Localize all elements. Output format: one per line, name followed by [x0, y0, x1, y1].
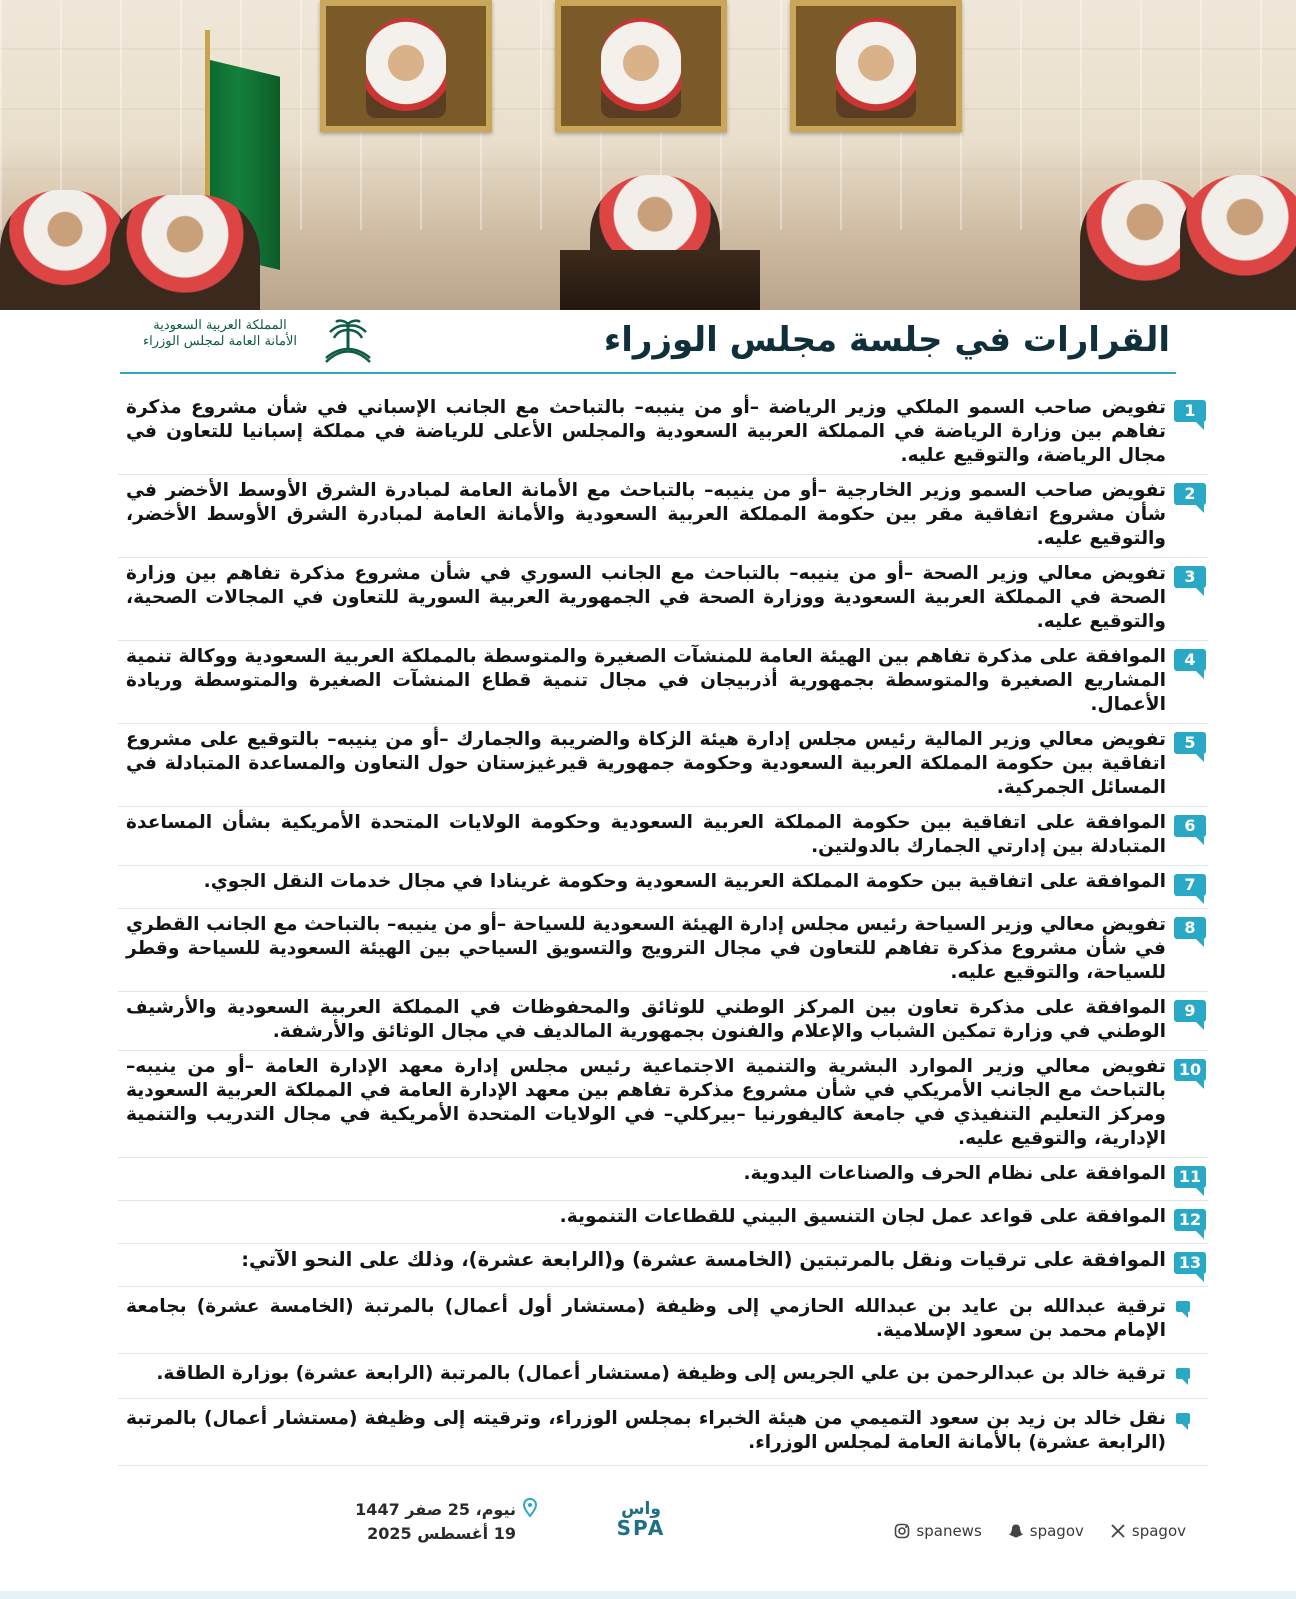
number-label: 12 — [1174, 1209, 1206, 1231]
portrait-right — [790, 0, 962, 132]
location-date — [136, 1498, 516, 1546]
title-bar — [120, 310, 1176, 374]
number-badge — [1166, 1166, 1208, 1194]
list-item — [118, 1244, 1208, 1287]
location-pin-icon — [522, 1498, 538, 1518]
bottom-strip — [0, 1591, 1296, 1599]
sub-item-text: ترقية عبدالله بن عايد بن عبدالله الحازمي إلى وظيفة (مستشار أول أعمال) بالمرتبة (الخامسة عشرة) بجامعة الإمام محمد بن سعود الإسلامية. — [126, 1296, 1166, 1341]
palm-swords-emblem-icon — [318, 318, 378, 368]
number-badge — [1166, 874, 1208, 902]
snapchat-handle: spagov — [1029, 1522, 1084, 1540]
list-item — [118, 1201, 1208, 1244]
spa-logo-arabic: واس — [621, 1499, 661, 1519]
number-label: 6 — [1174, 815, 1206, 837]
sub-item-text: ترقية خالد بن عبدالرحمن بن علي الجريس إلى وظيفة (مستشار أعمال) بالمرتبة (الرابعة عشرة) بوزارة الطاقة. — [156, 1363, 1166, 1384]
number-label: 8 — [1174, 917, 1206, 939]
list-item — [118, 724, 1208, 807]
decision-text: تفويض معالي وزير السياحة رئيس مجلس إدارة الهيئة السعودية للسياحة –أو من ينيبه– بالتباحث مع الجانب القطري في شأن مشروع مذكرة تفاهم للتعاون في مجال الترويج والتسويق السياحي بين الهيئة السعودية للسياحة وقطر للسياحة، والتوقيع عليه. — [126, 914, 1166, 983]
decisions-list — [118, 392, 1208, 1466]
number-badge — [1166, 815, 1208, 843]
number-label: 4 — [1174, 649, 1206, 671]
organization-name — [130, 318, 310, 366]
decision-text: الموافقة على مذكرة تفاهم بين الهيئة العامة للمنشآت الصغيرة والمتوسطة بالمملكة العربية السعودية ووكالة تنمية المشاريع الصغيرة والمتوسطة بجمهورية أذربيجان في مجال تنمية قطاع المنشآت الصغيرة والمتوسطة وريادة الأعمال. — [126, 646, 1166, 715]
decision-text: تفويض صاحب السمو وزير الخارجية –أو من ينيبه– بالتباحث مع الأمانة العامة لمبادرة الشرق الأوسط الأخضر في شأن مشروع اتفاقية مقر بين حكومة المملكة العربية السعودية والأمانة العامة لمبادرة الشرق الأوسط الأخضر، والتوقيع عليه. — [126, 480, 1166, 549]
social-instagram[interactable] — [894, 1522, 981, 1540]
date-gregorian: 19 أغسطس 2025 — [367, 1524, 516, 1543]
decision-text: تفويض معالي وزير المالية رئيس مجلس إدارة هيئة الزكاة والضريبة والجمارك –أو من ينيبه– بالتوقيع على مشروع اتفاقية بين حكومة المملكة العربية السعودية وحكومة جمهورية قيرغيزستان حول التعاون والمساعدة المتبادلة في المسائل الجمركية. — [126, 729, 1166, 798]
decision-text: تفويض معالي وزير الصحة –أو من ينيبه– بالتباحث مع الجانب السوري في شأن مشروع مذكرة تفاهم بين وزارة الصحة في المملكة العربية السعودية ووزارة الصحة في الجمهورية العربية السورية للتعاون في المجالات الصحية، والتوقيع عليه. — [126, 563, 1166, 632]
number-badge — [1166, 1252, 1208, 1280]
sub-list-item — [118, 1354, 1208, 1399]
spa-logo — [596, 1500, 686, 1540]
number-badge — [1166, 1059, 1208, 1087]
number-badge — [1166, 566, 1208, 594]
decision-text: تفويض صاحب السمو الملكي وزير الرياضة –أو من ينيبه– بالتباحث مع الجانب الإسباني في شأن مشروع مذكرة تفاهم بين وزارة الرياضة في المملكة العربية السعودية والمجلس الأعلى للرياضة في مملكة إسبانيا للتعاون في مجال الرياضة، والتوقيع عليه. — [126, 397, 1166, 466]
org-line-1: المملكة العربية السعودية — [153, 318, 287, 333]
decision-text: الموافقة على قواعد عمل لجان التنسيق البيني للقطاعات التنموية. — [559, 1206, 1166, 1227]
instagram-handle: spanews — [916, 1522, 982, 1540]
number-label: 2 — [1174, 483, 1206, 505]
number-badge — [1166, 732, 1208, 760]
number-badge — [1166, 400, 1208, 428]
list-item — [118, 1051, 1208, 1158]
spa-logo-latin: SPA — [616, 1516, 666, 1540]
page-title: القرارات في جلسة مجلس الوزراء — [603, 320, 1170, 360]
list-item — [118, 1158, 1208, 1201]
decision-text: الموافقة على مذكرة تعاون بين المركز الوطني للوثائق والمحفوظات في المملكة العربية السعودية والأرشيف الوطني في وزارة تمكين الشباب والإعلام والفنون بجمهورية المالديف في مجال الوثائق والأرشفة. — [126, 997, 1166, 1042]
number-label: 13 — [1174, 1252, 1206, 1274]
list-item — [118, 392, 1208, 475]
decision-text: الموافقة على اتفاقية بين حكومة المملكة العربية السعودية وحكومة الولايات المتحدة الأمريكية بشأن المساعدة المتبادلة بين إدارتي الجمارك بالدولتين. — [126, 812, 1166, 857]
sub-item-text: نقل خالد بن زيد بن سعود التميمي من هيئة الخبراء بمجلس الوزراء، وترقيته إلى وظيفة (مستشار أعمال) بالمرتبة (الرابعة عشرة) بالأمانة العامة لمجلس الوزراء. — [126, 1408, 1166, 1453]
bullet-icon — [1166, 1368, 1208, 1388]
number-label: 3 — [1174, 566, 1206, 588]
number-label: 11 — [1174, 1166, 1206, 1188]
list-item — [118, 807, 1208, 866]
number-badge — [1166, 483, 1208, 511]
number-label: 7 — [1174, 874, 1206, 896]
list-item — [118, 641, 1208, 724]
date-hijri: نيوم، 25 صفر 1447 — [355, 1500, 516, 1519]
portrait-center — [555, 0, 727, 132]
number-label: 5 — [1174, 732, 1206, 754]
meeting-table — [560, 250, 760, 310]
decision-text: تفويض معالي وزير الموارد البشرية والتنمية الاجتماعية رئيس مجلس إدارة معهد الإدارة العامة –أو من ينيبه– بالتباحث مع الجانب الأمريكي في شأن مشروع مذكرة تفاهم بين معهد الإدارة العامة في المملكة العربية السعودية ومركز التعليم التنفيذي في جامعة كاليفورنيا –بيركلي– في الولايات المتحدة الأمريكية في مجال التدريب والتنمية الإدارية، والتوقيع عليه. — [126, 1056, 1166, 1149]
number-label: 9 — [1174, 1000, 1206, 1022]
number-label: 1 — [1174, 400, 1206, 422]
sub-list-item — [118, 1287, 1208, 1354]
number-badge — [1166, 1209, 1208, 1237]
number-badge — [1166, 1000, 1208, 1028]
number-badge — [1166, 917, 1208, 945]
list-item — [118, 866, 1208, 909]
list-item — [118, 992, 1208, 1051]
number-label: 10 — [1174, 1059, 1206, 1081]
bullet-icon — [1166, 1301, 1208, 1321]
sub-list-item — [118, 1399, 1208, 1466]
x-icon — [1110, 1523, 1126, 1539]
social-snapchat[interactable] — [1008, 1522, 1084, 1540]
list-item — [118, 909, 1208, 992]
social-handles — [894, 1522, 1186, 1540]
list-item — [118, 558, 1208, 641]
instagram-icon — [894, 1523, 910, 1539]
org-line-2: الأمانة العامة لمجلس الوزراء — [143, 334, 297, 349]
social-x[interactable] — [1110, 1522, 1186, 1540]
bullet-icon — [1166, 1413, 1208, 1433]
number-badge — [1166, 649, 1208, 677]
cabinet-session-photo — [0, 0, 1296, 310]
footer — [0, 1486, 1296, 1599]
decision-text: الموافقة على نظام الحرف والصناعات اليدوية. — [743, 1163, 1166, 1184]
snapchat-icon — [1008, 1523, 1024, 1539]
attendee-2 — [110, 195, 260, 310]
decision-text: الموافقة على اتفاقية بين حكومة المملكة العربية السعودية وحكومة غرينادا في مجال خدمات النقل الجوي. — [203, 871, 1166, 892]
decision-text: الموافقة على ترقيات ونقل بالمرتبتين (الخامسة عشرة) و(الرابعة عشرة)، وذلك على النحو الآتي: — [241, 1248, 1166, 1271]
list-item — [118, 475, 1208, 558]
attendee-4 — [1180, 175, 1296, 310]
x-handle: spagov — [1131, 1522, 1186, 1540]
portrait-left — [320, 0, 492, 132]
